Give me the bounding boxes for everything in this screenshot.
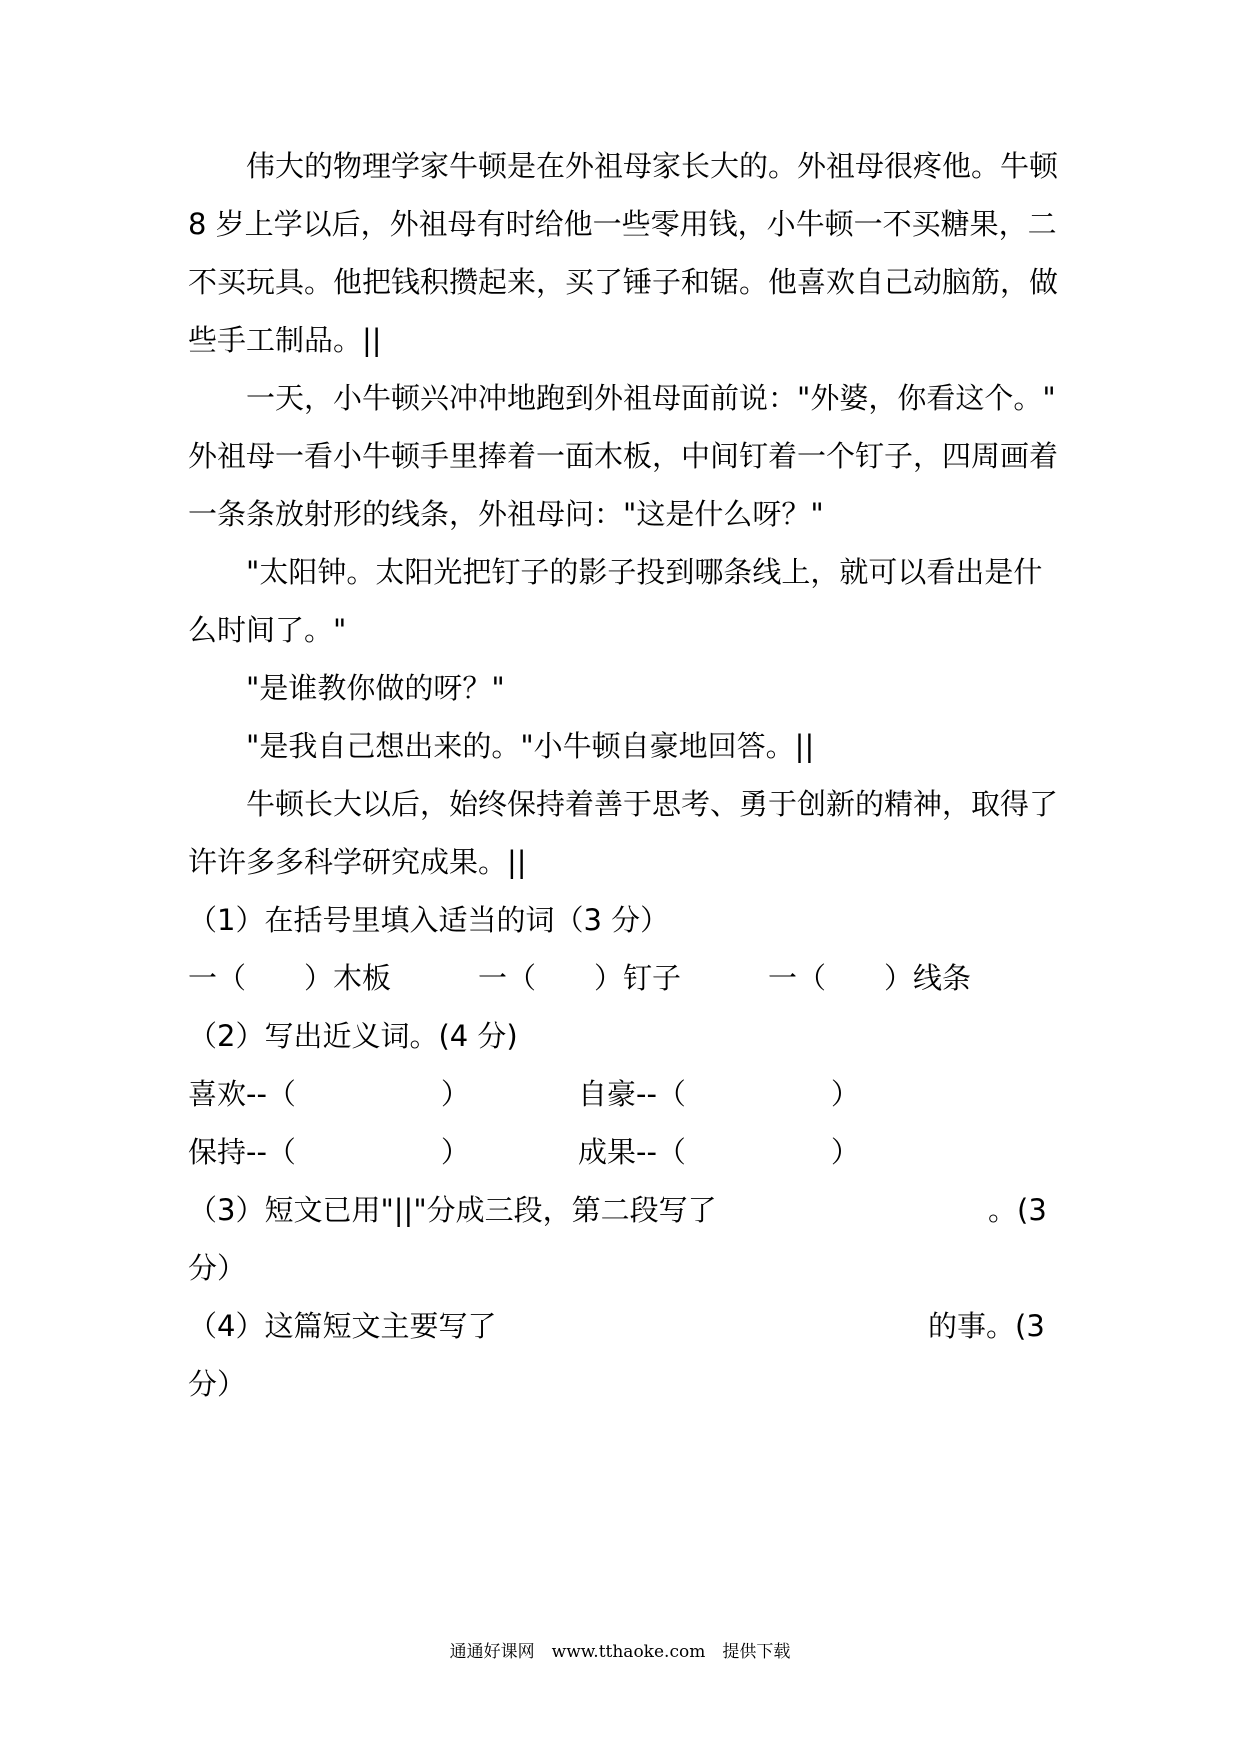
blank-dingzi[interactable]: 一（ ）钉子: [478, 961, 682, 995]
passage-p4: "是谁教你做的呀？": [246, 671, 505, 705]
passage-p3-line2: 么时间了。": [188, 613, 347, 647]
passage-p6-line2: 许许多多科学研究成果。||: [188, 845, 527, 879]
passage-p2-line2: 外祖母一看小牛顿手里捧着一面木板，中间钉着一个钉子，四周画着: [188, 439, 1059, 473]
passage-p1-line3: 不买玩具。他把钱积攒起来，买了锤子和锯。他喜欢自己动脑筋，做: [188, 265, 1059, 299]
passage-p2-line3: 一条条放射形的线条，外祖母问："这是什么呀？": [188, 497, 824, 531]
question-3-points: 。(3: [988, 1193, 1047, 1227]
passage-p5: "是我自己想出来的。"小牛顿自豪地回答。||: [246, 729, 815, 763]
passage-p1-line1: 伟大的物理学家牛顿是在外祖母家长大的。外祖母很疼他。牛顿: [246, 149, 1059, 183]
question-4-points: 的事。(3: [928, 1309, 1045, 1343]
synonym-zihao[interactable]: 自豪--（ ）: [578, 1077, 860, 1111]
question-3-text: （3）短文已用"||"分成三段，第二段写了: [188, 1193, 717, 1227]
passage-p2-line1: 一天，小牛顿兴冲冲地跑到外祖母面前说："外婆，你看这个。": [246, 381, 1056, 415]
synonym-chengguo[interactable]: 成果--（ ）: [578, 1135, 860, 1169]
page-footer: 通通好课网 www.tthaoke.com 提供下载: [449, 1642, 791, 1662]
question-4-text: （4）这篇短文主要写了: [188, 1309, 497, 1343]
question-1-title: （1）在括号里填入适当的词（3 分）: [188, 903, 670, 937]
question-2-title: （2）写出近义词。(4 分): [188, 1019, 518, 1053]
blank-muban[interactable]: 一（ ）木板: [188, 961, 392, 995]
passage-p6-line1: 牛顿长大以后，始终保持着善于思考、勇于创新的精神，取得了: [246, 787, 1059, 821]
blank-xiantiao[interactable]: 一（ ）线条: [768, 961, 972, 995]
synonym-xihuan[interactable]: 喜欢--（ ）: [188, 1077, 470, 1111]
synonym-baochi[interactable]: 保持--（ ）: [188, 1135, 470, 1169]
question-4-points-cont: 分）: [188, 1367, 247, 1401]
question-3-points-cont: 分）: [188, 1251, 247, 1285]
passage-p1-line2: 8 岁上学以后，外祖母有时给他一些零用钱，小牛顿一不买糖果，二: [188, 207, 1057, 241]
passage-p3-line1: "太阳钟。太阳光把钉子的影子投到哪条线上，就可以看出是什: [246, 555, 1043, 589]
passage-p1-line4: 些手工制品。||: [188, 323, 382, 357]
